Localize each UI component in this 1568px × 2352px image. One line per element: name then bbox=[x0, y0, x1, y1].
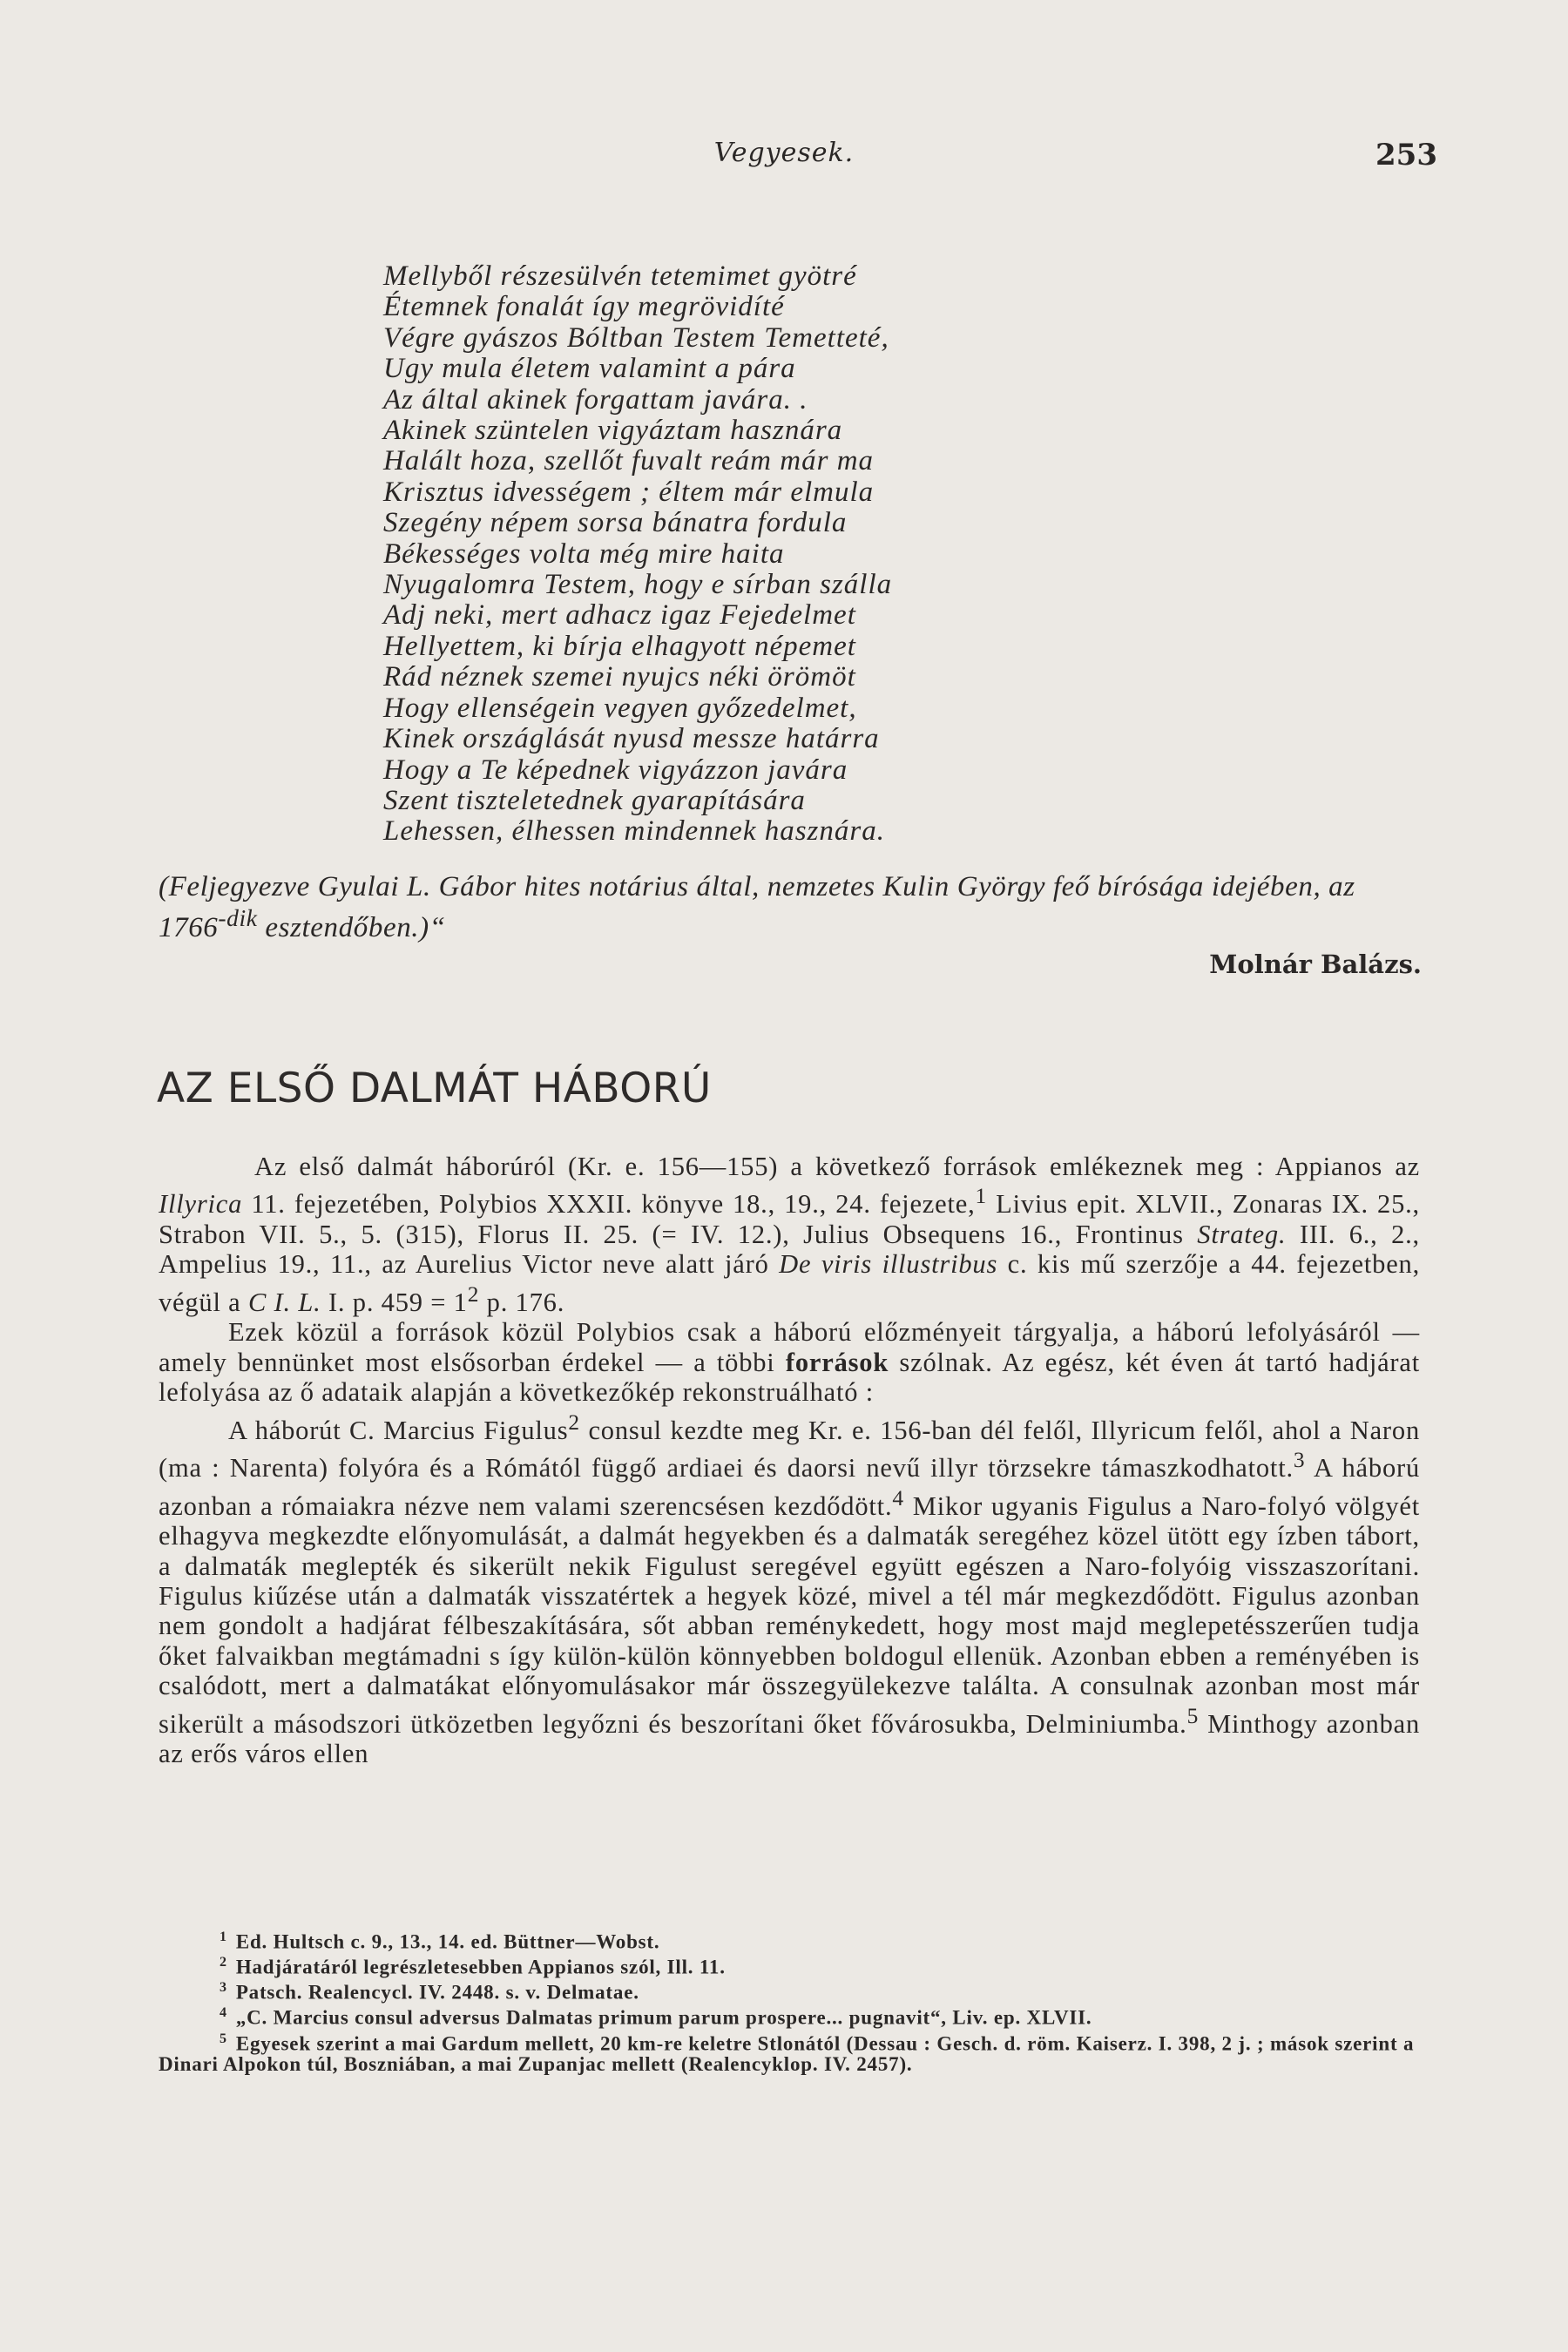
text-run: Livius epit. XLVII., Zonaras IX. 25., Strabon VII. 5., 5. (315), Florus II. 25. (= IV. 12.), Julius Obsequens 16., Frontinus bbox=[159, 1189, 1420, 1249]
paragraph-polybios bbox=[159, 1317, 1420, 1407]
text-run: Minthogy azonban az erős város ellen bbox=[159, 1708, 1421, 1769]
poem-line: Szegény népem sorsa bánatra fordula bbox=[383, 507, 848, 539]
footnote bbox=[159, 1977, 1430, 2003]
running-head: Vegyesek. bbox=[713, 138, 855, 168]
text-run: consul kezdte meg Kr. e. 156-ban dél felől, Illyricum felől, ahol a Naron (ma : Narenta) folyóra és a Rómától függő ardiaei és daorsi nevű illyr törzsekre támaszkodhatott. bbox=[159, 1415, 1420, 1484]
footnote bbox=[159, 2029, 1430, 2075]
note-superscript: -dik bbox=[218, 904, 258, 931]
text-run: A háborút C. Marcius Figulus bbox=[228, 1415, 569, 1445]
poem bbox=[383, 261, 1167, 848]
footnote bbox=[159, 1952, 1430, 1977]
italic-title: De viris illustribus bbox=[779, 1249, 998, 1280]
footnote-number: 3 bbox=[220, 1980, 227, 1996]
poem-line: Rád néznek szemei nyujcs néki örömöt bbox=[383, 661, 856, 693]
footnote-text: Patsch. Realencycl. IV. 2448. s. v. Delmatae. bbox=[235, 1981, 639, 2004]
paragraph-sources bbox=[159, 1152, 1420, 1317]
text-run: Mikor ugyanis Figulus a Naro-folyó völgyét elhagyva megkezdte előnyomulását, a dalmát hegyekben és a dalmaták seregéhez közel ütött egy ízben tábort, a dalmaták meglepték és sikerült nekik Figulust seregével együtt egészen a Naro-folyóig visszaszorítani. Figulus kiűzése után a dalmaták visszatértek a hegyek közé, mivel a tél már megkezdődött. Figulus azonban nem gondolt a hadjárat félbeszakítására, sőt abban reménykedett, hogy most majd meglepetésszerűen tudja őket falvaikban megtámadni s így külön-külön könnyebben boldogul ellenük. Azonban ebben a reményében is csalódott, mert a dalmatákat előnyomulásakor már összegyülekezve találta. A consulnak azonban most már sikerült a másodszori ütközetben legyőzni és beszorítani őket fővárosukba, Delminiumba. bbox=[159, 1490, 1421, 1739]
poem-line: Adj neki, mert adhacz igaz Fejedelmet bbox=[383, 599, 856, 632]
text-run: c. kis mű szerzője a 44. fejezetben, végül a bbox=[159, 1249, 1420, 1317]
footnote-text: „C. Marcius consul adversus Dalmatas primum parum prospere... pugnavit“, Liv. ep. XLVII. bbox=[235, 2007, 1092, 2030]
article-body bbox=[159, 1152, 1420, 1769]
footnote-number: 2 bbox=[220, 1955, 227, 1970]
text-run: I. p. 459 = 1 bbox=[321, 1287, 468, 1317]
superscript: 2 bbox=[467, 1281, 480, 1307]
poem-line: Lehessen, élhessen mindennek hasznára. bbox=[383, 815, 885, 848]
poem-line: Végre gyászos Bóltban Testem Temetteté, bbox=[383, 321, 889, 354]
page-number: 253 bbox=[1375, 138, 1437, 172]
paragraph-campaign bbox=[159, 1408, 1420, 1769]
italic-title: C I. L. bbox=[247, 1287, 321, 1317]
text-run: p. 176. bbox=[479, 1287, 565, 1317]
poem-line: Az által akinek forgattam javára. . bbox=[383, 383, 808, 416]
section-title: AZ ELSŐ DALMÁT HÁBORÚ bbox=[157, 1064, 712, 1112]
footnote-number: 4 bbox=[220, 2005, 227, 2021]
text-run: 11. fejezetében, Polybios XXXII. könyve 18., 19., 24. fejezete, bbox=[242, 1189, 976, 1220]
poem-line: Békességes volta még mire haita bbox=[383, 537, 785, 570]
footnote-ref: 3 bbox=[1293, 1448, 1306, 1473]
footnote-ref: 2 bbox=[568, 1409, 580, 1435]
footnote-text: Hadjáratáról legrészletesebben Appianos szól, Ill. 11. bbox=[235, 1956, 726, 1978]
footnote-text: Egyesek szerint a mai Gardum mellett, 20 km-re keletre Stlonától (Dessau : Gesch. d. röm. Kaiserz. I. 398, 2 j. ; mások szerint a Dinari Alpokon túl, Boszniában, a mai Zupanjac mellett (Realencyklop. IV. 2457). bbox=[159, 2032, 1415, 2075]
text-run: Ezek közül a források közül Polybios csak a háború előzményeit tárgyalja, a háború lefolyásáról — amely bennünket most elsősorban érdekel — a többi bbox=[159, 1317, 1420, 1377]
poem-line: Kinek országlását nyusd messze határra bbox=[383, 723, 880, 755]
poem-line: Mellyből részesülvén tetemimet gyötré bbox=[383, 260, 857, 292]
poem-line: Étemnek fonalát így megrövidíté bbox=[383, 291, 785, 323]
footnote bbox=[159, 1927, 1430, 1952]
footnote-text: Ed. Hultsch c. 9., 13., 14. ed. Büttner—Wobst. bbox=[235, 1930, 660, 1953]
footnote-ref: 5 bbox=[1186, 1703, 1200, 1728]
footnote-number: 5 bbox=[220, 2031, 227, 2046]
italic-title: Strateg. bbox=[1197, 1219, 1287, 1249]
text-run: szólnak. Az egész, két éven át tartó hadjárat lefolyása az ő adataik alapján a következőkép rekonstruálható : bbox=[159, 1347, 1420, 1408]
footnote bbox=[159, 2003, 1430, 2028]
note-text: (Feljegyezve Gyulai L. Gábor hites notárius által, nemzetes Kulin György feő bírósága idejében, az 1766 bbox=[159, 871, 1355, 943]
footnotes bbox=[159, 1927, 1430, 2074]
italic-title: Illyrica bbox=[159, 1189, 243, 1220]
text-run: A háború azonban a rómaiakra nézve nem valami szerencsésen kezdődött. bbox=[159, 1453, 1421, 1521]
poem-line: Halált hoza, szellőt fuvalt reám már ma bbox=[383, 445, 875, 477]
footnote-ref: 4 bbox=[892, 1485, 904, 1511]
bold-word: források bbox=[785, 1347, 889, 1377]
poem-line: Szent tiszteletednek gyarapítására bbox=[383, 784, 806, 816]
poem-line: Hogy a Te képednek vigyázzon javára bbox=[383, 754, 848, 786]
poem-line: Hellyettem, ki bírja elhagyott népemet bbox=[383, 630, 856, 662]
text-run: III. 6., 2., Ampelius 19., 11., az Aurelius Victor neve alatt járó bbox=[159, 1219, 1420, 1280]
transcription-note bbox=[159, 871, 1430, 943]
footnote-number: 1 bbox=[220, 1930, 227, 1944]
poem-line: Nyugalomra Testem, hogy e sírban szálla bbox=[383, 569, 893, 601]
poem-line: Hogy ellenségein vegyen győzedelmet, bbox=[383, 692, 857, 724]
footnote-ref: 1 bbox=[975, 1184, 988, 1209]
note-text-end: esztendőben.)“ bbox=[257, 912, 446, 943]
poem-line: Krisztus idvességem ; éltem már elmula bbox=[383, 476, 875, 508]
poem-line: Akinek szüntelen vigyáztam hasznára bbox=[383, 415, 843, 447]
author-signature: Molnár Balázs. bbox=[1209, 950, 1422, 979]
poem-line: Ugy mula életem valamint a pára bbox=[383, 353, 796, 385]
text-run: Az első dalmát háborúról (Kr. e. 156—155) a következő források emlékeznek meg : Appianos az bbox=[254, 1152, 1420, 1181]
